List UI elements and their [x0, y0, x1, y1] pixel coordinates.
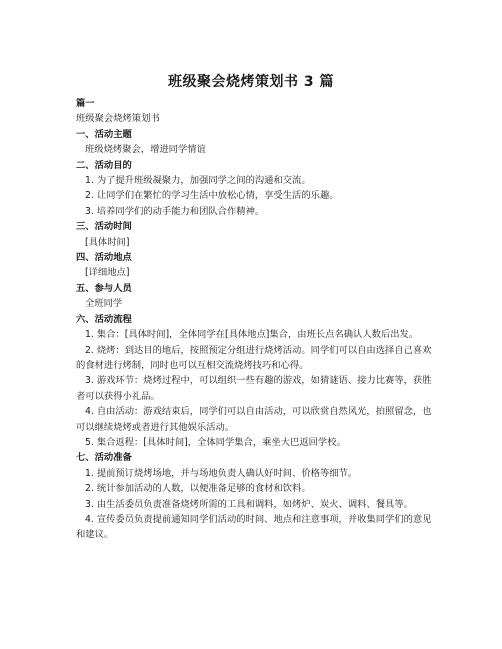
section-text: 2. 统计参加活动的人数，以便准备足够的食材和饮料。 [85, 483, 311, 495]
section-text: 4. 宣传委员负责提前通知同学们活动的时间、地点和注意事项，并收集同学们的意见和建议。 [76, 513, 432, 541]
section-heading-time: 三、活动时间 [76, 221, 132, 233]
section-text: 1. 提前预订烧烤场地，并与场地负责人确认好时间、价格等细节。 [85, 467, 358, 479]
document-title: 班级聚会烧烤策划书 3 篇 [168, 74, 334, 90]
section-text: 班级烧烤聚会，增进同学情谊 [85, 144, 206, 156]
section-heading-theme: 一、活动主题 [76, 128, 132, 140]
section-text: 全班同学 [85, 298, 123, 310]
section-heading-process: 六、活动流程 [76, 313, 132, 325]
plan-name: 班级聚会烧烤策划书 [76, 113, 160, 125]
section-text: [具体时间] [85, 236, 130, 248]
section-text: 2. 让同学们在繁忙的学习生活中放松心情，享受生活的乐趣。 [85, 190, 339, 202]
section-text: 2. 烧烤：到达目的地后，按照预定分组进行烧烤活动。同学们可以自由选择自己喜欢的食材进行烤制，同时也可以互相交流烧烤技巧和心得。 [76, 344, 432, 371]
section-text: 1. 集合：[具体时间]，全体同学在[具体地点]集合，由班长点名确认人数后出发。 [85, 329, 419, 341]
section-label: 篇一 [76, 98, 95, 109]
section-text: 3. 培养同学们的动手能力和团队合作精神。 [85, 205, 265, 217]
section-text: 1. 为了提升班级凝聚力，加强同学之间的沟通和交流。 [85, 175, 311, 187]
section-text: 3. 游戏环节：烧烤过程中，可以组织一些有趣的游戏，如猜谜语、接力比赛等，获胜者可以获得小礼品。 [76, 375, 432, 402]
section-text: [详细地点] [85, 267, 130, 279]
section-heading-participants: 五、参与人员 [76, 282, 132, 294]
section-text: 5. 集合返程：[具体时间]，全体同学集合，乘坐大巴返回学校。 [85, 436, 346, 448]
section-text: 3. 由生活委员负责准备烧烤所需的工具和调料，如烤炉、炭火、调料、餐具等。 [85, 498, 413, 510]
section-heading-location: 四、活动地点 [76, 252, 132, 264]
document-body [76, 96, 436, 543]
section-heading-preparation: 七、活动准备 [76, 452, 132, 464]
section-heading-purpose: 二、活动目的 [76, 159, 132, 171]
section-text: 4. 自由活动：游戏结束后，同学们可以自由活动，可以欣赏自然风光，拍照留念，也可以继续烧烤或者进行其他娱乐活动。 [76, 406, 432, 433]
